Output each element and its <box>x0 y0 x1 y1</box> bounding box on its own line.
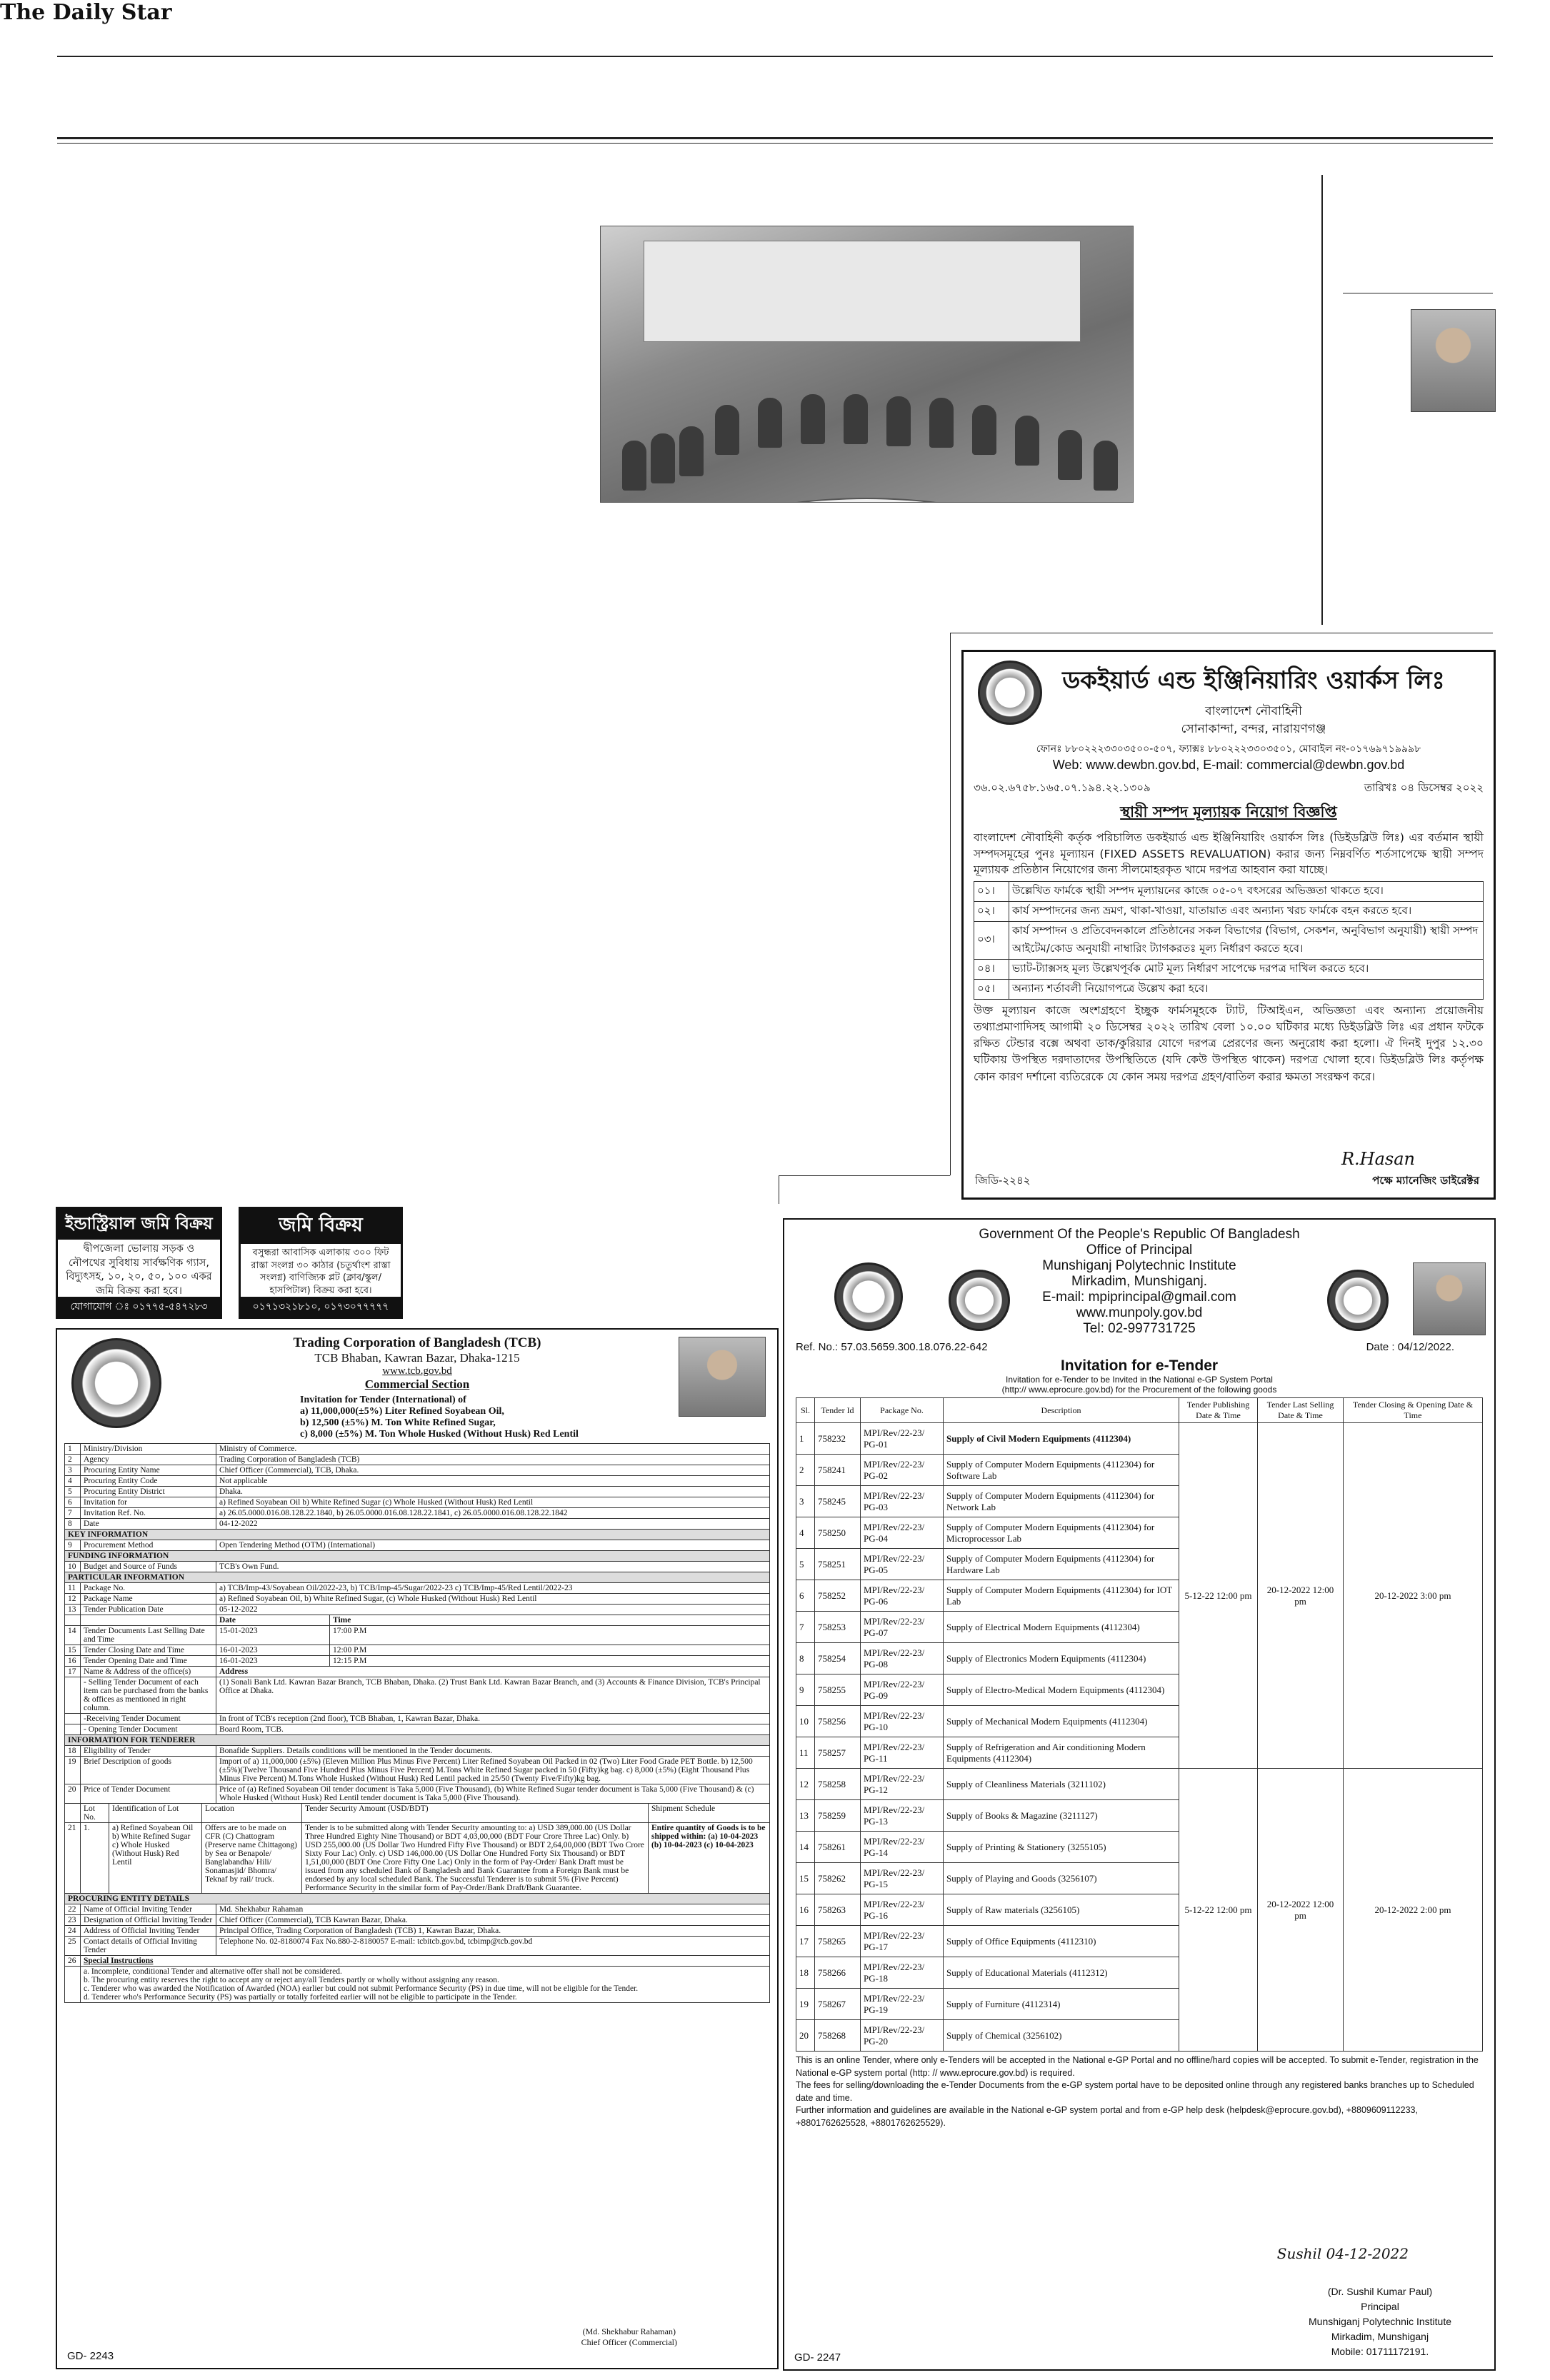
table-row: 3 758245 MPI/Rev/22-23/ PG-03 Supply of Computer Modern Equipments (4112304) for Network Lab <box>796 1486 1483 1517</box>
table-row: 11 758257 MPI/Rev/22-23/ PG-11 Supply of Refrigeration and Air conditioning Modern Equipments (4112304) <box>796 1737 1483 1769</box>
dewbn-heading: স্থায়ী সম্পদ মূল্যায়ক নিয়োগ বিজ্ঞপ্তি <box>1120 803 1337 821</box>
table-row: 10 758256 MPI/Rev/22-23/ PG-10 Supply of Mechanical Modern Equipments (4112304) <box>796 1706 1483 1737</box>
table-row: 2 758241 MPI/Rev/22-23/ PG-02 Supply of Computer Modern Equipments (4112304) for Software Lab <box>796 1455 1483 1486</box>
table-row: 1 Ministry/Division Ministry of Commerce. <box>65 1444 770 1455</box>
signer-inst: Munshiganj Polytechnic Institute <box>1309 2316 1451 2327</box>
mpi-inst: Munshiganj Polytechnic Institute <box>1042 1258 1236 1273</box>
condition-no: ০৩। <box>974 921 1009 959</box>
condition-no: ০২। <box>974 901 1009 921</box>
table-row: 21 1. a) Refined Soyabean Oil b) White Refined Sugar c) Whole Husked (Without Husk) Red Lentil Offers are to be made on CFR (C) Chattogram (Preserve name Chittagong) by Sea or Benapole/ Banglabandha/ Hili/ Sonamasjid/ Bhomra/ Teknaf by rail/ truck. Tender is to be submitted along with Tender Security amounting to: a) USD 389,000.00 (US Dollar Three Hundred Eighty Nine Thousand) or BDT 4,03,00,000 (BDT Four Crore Three Lac) Only. b) USD 255,000.00 (US Dollar Two Hundred Fifty Five Thousand) or BDT 2,64,00,000 (BDT Two Crore Sixty Four Lac) Only. c) USD 146,000.00 (US Dollar One Hundred Forty Six Thousand) or BDT 1,51,00,000 (BDT One Crore Fifty One Lac) Only in the form of Pay-Order/ Bank Draft must be issued from any scheduled Bank of Bangladesh and Bank Guarantee from a Foreign Bank must be endorsed by any local scheduled Bank. The Successful Tenderer is to submit 5% (Five Percent) Performance Security in the similar form of Pay-Order/Bank Draft/Bank Guarantee. Entire quantity of Goods is to be shipped within: (a) 10-04-2023 (b) 10-04-2023 (c) 10-04-2023 <box>65 1823 770 1894</box>
portrait-photo <box>1411 309 1496 412</box>
table-row: - Selling Tender Document of each item can be purchased from the banks & offices as mentioned in right column. (1) Sonali Bank Ltd. Kawran Bazar Branch, TCB Bhaban, Dhaka. (2) Trust Bank Ltd. Kawran Bazar Branch, and (3) Accounts & Finance Division, TCB's Principal Office at Dhaka. <box>65 1677 770 1714</box>
table-row: 14 Tender Documents Last Selling Date and Time 15-01-2023 17:00 P.M <box>65 1626 770 1645</box>
table-row: 16 758263 MPI/Rev/22-23/ PG-16 Supply of Raw materials (3256105) <box>796 1894 1483 1926</box>
table-row: 6 Invitation for a) Refined Soyabean Oil b) White Refined Sugar (c) Whole Husked (Without Husk) Red Lentil <box>65 1497 770 1508</box>
mpi-tender-table <box>796 1397 1483 2052</box>
table-row: 6 758252 MPI/Rev/22-23/ PG-06 Supply of Computer Modern Equipments (4112304) for IOT Lab <box>796 1580 1483 1612</box>
table-row: 13 758259 MPI/Rev/22-23/ PG-13 Supply of Books & Magazine (3211127) <box>796 1800 1483 1832</box>
tcb-line: b) 12,500 (±5%) M. Ton White Refined Sugar, <box>300 1417 496 1428</box>
tcb-entity-table <box>64 1893 770 2003</box>
table-row: 20 Price of Tender Document Price of (a) Refined Soyabean Oil tender document is Taka 5,000 (Five Thousand), (b) White Refined Sugar tender document is Taka 5,000 (Five Thousand) & (c) Whole Husked (Without Husk) Red Lentil tender document is Taka 5,000 (Five Thousand). <box>65 1784 770 1804</box>
mpi-web[interactable]: www.munpoly.gov.bd <box>1076 1305 1203 1320</box>
section-header: PARTICULAR INFORMATION <box>65 1572 770 1583</box>
table-row: 11 Package No. a) TCB/Imp-43/Soyabean Oil/2022-23, b) TCB/Imp-45/Sugar/2022-23 c) TCB/Imp-45/Red Lentil/2022-23 <box>65 1583 770 1594</box>
table-row: 12 Package Name a) Refined Soyabean Oil, b) White Refined Sugar, (c) Whole Husked (Without Husk) Red Lentil <box>65 1594 770 1605</box>
classified-contact: ০১৭১৩২১৮১০, ০১৭৩০৭৭৭৭৭ <box>241 1297 401 1317</box>
signer-title: Chief Officer (Commercial) <box>581 2337 677 2347</box>
dewbn-sub2: সোনাকান্দা, বন্দর, নারায়ণগঞ্জ <box>1181 721 1326 736</box>
divider-line <box>779 1175 950 1176</box>
dewbn-phone: ফোনঃ ৮৮০২২২৩৩০৩৫০০-৫০৭, ফ্যাক্সঃ ৮৮০২২২৩৩০৩৫০১, মোবাইল নং-০১৭৬৯৭১৯৯৯৮ <box>1036 743 1421 755</box>
table-row: 19 Brief Description of goods Import of a) 11,000,000 (±5%) (Eleven Million Plus Minus Five Percent) Liter Refined Soyabean Oil Packed in 02 (Two) Liter Food Grade PET Bottle. b) 12,500 (±5%)(Twelve Thousand Five Hundred Plus Minus Five Percent) M.Tons White Refined Sugar packed in 50 (Fifty)kg bag. c) 8,000 (±5%) (Eight Thousand Plus Minus Five Percent) M.Tons Whole Husked (Without Husk) Red Lentil packed in 25/50 (Twenty Five/Fifty)kg bag. <box>65 1757 770 1784</box>
mpi-addr: Mirkadim, Munshiganj. <box>1071 1274 1208 1289</box>
instruction: d. Tenderer who's Performance Security (PS) was partially or totally forfeited earlier will not be eligible to participate in the Tender. <box>84 1993 517 2002</box>
tcb-invite: Invitation for Tender (International) of <box>300 1395 466 1405</box>
condition-text: কার্য সম্পাদন ও প্রতিবেদনকালে প্রতিষ্ঠানের সকল বিভাগের (বিভাগ, সেকশন, অনুবিভাগ অনুযায়ী) স্থায়ী সম্পদ আইটেম/কোড অনুযায়ী নাম্বারিং ট্যাগকরতঃ মূল্য নির্ধারণ করতে হবে। <box>1009 921 1484 959</box>
condition-no: ০৫। <box>974 979 1009 999</box>
mpi-signature: Sushil 04-12-2022 <box>1276 2245 1409 2262</box>
condition-text: অন্যান্য শর্তাবলী নিয়োগপত্রে উল্লেখ করা হবে। <box>1009 979 1484 999</box>
table-header: Lot No. Identification of Lot Location Tender Security Amount (USD/BDT) Shipment Schedule <box>65 1804 770 1823</box>
table-row: 3 Procuring Entity Name Chief Officer (Commercial), TCB, Dhaka. <box>65 1465 770 1476</box>
table-row: 9 758255 MPI/Rev/22-23/ PG-09 Supply of Electro-Medical Modern Equipments (4112304) <box>796 1674 1483 1706</box>
table-row: 19 758267 MPI/Rev/22-23/ PG-19 Supply of Furniture (4112314) <box>796 1989 1483 2020</box>
instruction: b. The procuring entity reserves the right to accept any or reject any/all Tenders partly or wholly without assigning any reason. <box>84 1976 499 1984</box>
table-row: 14 758261 MPI/Rev/22-23/ PG-14 Supply of Printing & Stationery (3255105) <box>796 1832 1483 1863</box>
mpi-govt: Government Of the People's Republic Of Bangladesh <box>979 1227 1300 1242</box>
tcb-web[interactable]: www.tcb.gov.bd <box>382 1365 452 1377</box>
table-row: 24 Address of Official Inviting Tender Principal Office, Trading Corporation of Bangladesh (TCB) 1, Kawran Bazar, Dhaka. <box>65 1926 770 1937</box>
mpi-date: Date : 04/12/2022. <box>1366 1341 1454 1353</box>
dewbn-closing: উক্ত মূল্যায়ন কাজে অংশগ্রহণে ইচ্ছুক ফার্মসমূহকে ট্যাট, টিআইএন, অভিজ্ঞতা এবং অন্যান্য প্রয়োজনীয় তথ্যাপ্রমাণাদিসহ আগামী ২০ ডিসেম্বর ২০২২ তারিখ বেলা ১০.০০ ঘটিকার মধ্যে ডিইডব্লিউ লিঃ এর প্রধান ফটকে রক্ষিত টেন্ডার বক্সে অথবা ডাক/কুরিয়ার যোগে দরপত্র প্রেরণের জন্য অনুরোধ করা হলো। ঐ দিনই দুপুর ১২.৩০ ঘটিকায় উপস্থিত দরদাতাদের উপস্থিতিতে (যদি কেউ উপস্থিত থাকেন) দরপত্র খোলা হবে। ডিইডব্লিউ লিঃ কর্তৃপক্ষ কোন কারণ দর্শানো ব্যতিরেকে যে কোন সময় দরপত্র গ্রহণ/বাতিল করার ক্ষমতা সংরক্ষণ করে। <box>974 1003 1484 1083</box>
govt-seal-logo <box>949 1270 1010 1331</box>
table-row: 7 Invitation Ref. No. a) 26.05.0000.016.08.128.22.1840, b) 26.05.0000.016.08.128.22.1841, c) 26.05.0000.016.08.128.22.1842 <box>65 1508 770 1519</box>
dewbn-gd: জিডি-২২৪২ <box>975 1174 1031 1187</box>
bangladesh-50-logo <box>834 1262 903 1331</box>
tcb-address: TCB Bhaban, Kawran Bazar, Dhaka-1215 <box>314 1351 520 1365</box>
table-row: 18 Eligibility of Tender Bonafide Suppliers. Details conditions will be mentioned in the Tender documents. <box>65 1746 770 1757</box>
classified-industrial-land <box>56 1207 222 1319</box>
dewbn-conditions <box>974 881 1484 1000</box>
dewbn-web[interactable]: Web: www.dewbn.gov.bd, E-mail: commercial@dewbn.gov.bd <box>1052 758 1405 773</box>
tcb-logo <box>71 1338 161 1428</box>
classified-body: দ্বীপজেলা ভোলায় সড়ক ও নৌপথের সুবিধায় সার্বক্ষণিক গ্যাস, বিদ্যুৎসহ, ১০, ২০, ৫০, ১০০ একর জমি বিক্রয় করা হবে। <box>66 1243 212 1297</box>
tcb-gd: GD- 2243 <box>67 2350 114 2362</box>
table-row: 7 758253 MPI/Rev/22-23/ PG-07 Supply of Electrical Modern Equipments (4112304) <box>796 1612 1483 1643</box>
dewbn-sub1: বাংলাদেশ নৌবাহিনী <box>1205 704 1302 718</box>
table-header: Sl. Tender Id Package No. Description Tender Publishing Date & Time Tender Last Selling Date & Time Tender Closing & Opening Date & Time <box>796 1398 1483 1423</box>
tcb-tender-ad <box>56 1328 779 2369</box>
table-row: 23 Designation of Official Inviting Tender Chief Officer (Commercial), TCB Kawran Bazar, Dhaka. <box>65 1915 770 1926</box>
table-row: Date Time <box>65 1615 770 1626</box>
mpi-title: Invitation for e-Tender <box>1060 1357 1219 1374</box>
mpi-subtitle2: (http:// www.eprocure.gov.bd) for the Procurement of the following goods <box>1001 1385 1277 1395</box>
table-row: 22 Name of Official Inviting Tender Md. Shekhabur Rahaman <box>65 1904 770 1915</box>
table-row: -Receiving Tender Document In front of TCB's reception (2nd floor), TCB Bhaban, 1, Kawran Bazar, Dhaka. <box>65 1714 770 1724</box>
mpi-tel: Tel: 02-997731725 <box>1083 1321 1196 1336</box>
mpi-etender-ad <box>783 1218 1496 2371</box>
signer-mobile: Mobile: 01711172191. <box>1331 2346 1429 2357</box>
condition-text: ভ্যাট-ট্যাক্সসহ মূল্য উল্লেখপূর্বক মোট মূল্য নির্ধারণ সাপেক্ষে দরপত্র দাখিল করতে হবে। <box>1009 959 1484 979</box>
mpi-note: Further information and guidelines are available in the National e-GP system portal and from e-GP help desk (helpdesk@eprocure.gov.bd), +8809609112233, +8801762625528, +8801762625529). <box>796 2105 1418 2128</box>
tcb-lot-table <box>64 1803 770 1894</box>
header-rule-thin <box>57 143 1493 144</box>
dewbn-signoff: পক্ষে ম্যানেজিং ডাইরেক্টর <box>1372 1174 1479 1187</box>
tcb-portrait <box>679 1337 766 1417</box>
dewbn-logo <box>978 661 1042 725</box>
table-row: 26 Special Instructions <box>65 1956 770 1967</box>
table-row: 15 758262 MPI/Rev/22-23/ PG-15 Supply of Playing and Goods (3256107) <box>796 1863 1483 1894</box>
condition-text: কার্য সম্পাদনের জন্য ভ্রমণ, থাকা-খাওয়া, যাতায়াত এবং অন্যান্য খরচ ফার্মকে বহন করতে হবে। <box>1009 901 1484 921</box>
mpi-office: Office of Principal <box>1086 1242 1193 1257</box>
section-header: FUNDING INFORMATION <box>65 1551 770 1562</box>
table-row: 5 Procuring Entity District Dhaka. <box>65 1487 770 1497</box>
dewbn-intro: বাংলাদেশ নৌবাহিনী কর্তৃক পরিচালিত ডকইয়ার্ড এন্ড ইঞ্জিনিয়ারিং ওয়ার্কস লিঃ (ডিইডব্লিউ লিঃ) এর বর্তমান স্থায়ী সম্পদসমূহের পুনঃ মূল্যায়ন (FIXED ASSETS REVALUATION) করার জন্য নিম্নবর্ণিত শর্তসাপেক্ষে স্থায়ী সম্পদ মূল্যায়ক প্রতিষ্ঠান নিয়োগের জন্য সীলমোহরকৃত খামে দরপত্র আহবান করা যাচ্ছে। <box>974 831 1484 877</box>
table-row: 13 Tender Publication Date 05-12-2022 <box>65 1605 770 1615</box>
instruction: a. Incomplete, conditional Tender and alternative offer shall not be considered. <box>84 1967 342 1976</box>
table-row: 18 758266 MPI/Rev/22-23/ PG-18 Supply of Educational Materials (4112312) <box>796 1957 1483 1989</box>
tcb-section: Commercial Section <box>364 1377 470 1391</box>
table-row: 1 758232 MPI/Rev/22-23/ PG-01 Supply of Civil Modern Equipments (4112304) 5-12-22 12:00 pm 20-12-2022 12:00 pm 20-12-2022 3:00 pm <box>796 1423 1483 1455</box>
mpi-gd: GD- 2247 <box>794 2351 841 2364</box>
instruction: c. Tenderer who was awarded the Notification of Awarded (NOA) earlier but could not submit Performance Security (PS) in due time, will not be eligible for the Tender. <box>84 1984 639 1993</box>
classified-body: বসুন্ধরা আবাসিক এলাকায় ৩০০ ফিট রাস্তা সংলগ্ন ৩০ কাঠার (চতুর্থাংশ রাস্তা সংলগ্ন) বাণিজ্যিক প্লট (ক্লাব/স্কুল/হাসপিটাল) বিক্রয় করা হবে। <box>251 1247 391 1296</box>
masthead-logo: The Daily Star <box>0 0 172 25</box>
table-row: 8 758254 MPI/Rev/22-23/ PG-08 Supply of Electronics Modern Equipments (4112304) <box>796 1643 1483 1674</box>
tcb-signer <box>581 2326 677 2348</box>
mpi-ref: Ref. No.: 57.03.5659.300.18.076.22-642 <box>796 1341 988 1353</box>
signer-title: Principal <box>1361 2301 1399 2312</box>
tcb-org: Trading Corporation of Bangladesh (TCB) <box>293 1335 541 1350</box>
dewbn-signature: R.Hasan <box>1341 1149 1415 1169</box>
dewbn-ref: ৩৬.০২.৬৭৫৮.১৬৫.০৭.১৯৪.২২.১৩০৯ <box>974 781 1151 795</box>
table-row: 9 Procurement Method Open Tendering Method (OTM) (International) <box>65 1540 770 1551</box>
table-row: 17 758265 MPI/Rev/22-23/ PG-17 Supply of Office Equipments (4112310) <box>796 1926 1483 1957</box>
signer-name: (Dr. Sushil Kumar Paul) <box>1327 2286 1433 2297</box>
table-row: 12 758258 MPI/Rev/22-23/ PG-12 Supply of Cleanliness Materials (3211102) 5-12-22 12:00 pm 20-12-2022 12:00 pm 20-12-2022 2:00 pm <box>796 1769 1483 1800</box>
mpi-note: The fees for selling/downloading the e-Tender Documents from the e-GP system portal have to be deposited online through any registered banks branches up to Scheduled date and time. <box>796 2080 1474 2103</box>
tcb-line: a) 11,000,000(±5%) Liter Refined Soyabean Oil, <box>300 1406 504 1417</box>
mpi-signer <box>1309 2284 1451 2359</box>
dewbn-date: তারিখঃ ০৪ ডিসেম্বর ২০২২ <box>1364 781 1484 795</box>
condition-no: ০১। <box>974 881 1009 901</box>
table-row: 10 Budget and Source of Funds TCB's Own Fund. <box>65 1562 770 1572</box>
column-divider <box>1321 175 1323 625</box>
top-rule <box>57 56 1493 57</box>
section-header: INFORMATION FOR TENDERER <box>65 1735 770 1746</box>
table-row: 17 Name & Address of the office(s) Address <box>65 1667 770 1677</box>
section-header: PROCURING ENTITY DETAILS <box>65 1894 770 1904</box>
classified-title: ইন্ডাস্ট্রিয়াল জমি বিক্রয় <box>58 1209 220 1240</box>
table-row: 25 Contact details of Official Inviting Tender Telephone No. 02-8180074 Fax No.880-2-8180057 E-mail: tcbitcb.gov.bd, tcbimp@tcb.gov.bd <box>65 1937 770 1956</box>
table-row: - Opening Tender Document Board Room, TCB. <box>65 1724 770 1735</box>
table-row: 16 Tender Opening Date and Time 16-01-2023 12:15 P.M <box>65 1656 770 1667</box>
condition-no: ০৪। <box>974 959 1009 979</box>
mpi-email[interactable]: E-mail: mpiprincipal@gmail.com <box>1042 1290 1236 1305</box>
header-rule <box>57 137 1493 139</box>
tcb-line: c) 8,000 (±5%) M. Ton Whole Husked (Without Husk) Red Lentil <box>300 1429 579 1440</box>
classified-land-sale <box>239 1207 403 1319</box>
table-row: 8 Date 04-12-2022 <box>65 1519 770 1530</box>
table-row: 20 758268 MPI/Rev/22-23/ PG-20 Supply of Chemical (3256102) <box>796 2020 1483 2052</box>
table-row: 4 758250 MPI/Rev/22-23/ PG-04 Supply of Computer Modern Equipments (4112304) for Microprocessor Lab <box>796 1517 1483 1549</box>
classified-title: জমি বিক্রয় <box>241 1209 401 1244</box>
mpi-note: This is an online Tender, where only e-Tenders will be accepted in the National e-GP Portal and no offline/hard copies will be accepted. To submit e-Tender, registration in the National e-GP system portal (http: // www.eprocure.gov.bd) is required. <box>796 2055 1479 2078</box>
dewbn-title: ডকইয়ার্ড এন্ড ইঞ্জিনিয়ারিং ওয়ার্কস লিঃ <box>1062 666 1445 695</box>
dewbn-ad <box>961 650 1496 1200</box>
divider-line <box>950 633 951 1175</box>
condition-text: উল্লেখিত ফার্মকে স্থায়ী সম্পদ মূল্যায়নের কাজে ০৫-০৭ বৎসরের অভিজ্ঞতা থাকতে হবে। <box>1009 881 1484 901</box>
table-row <box>65 1967 770 2003</box>
table-row: 5 758251 MPI/Rev/22-23/ PG-05 Supply of Computer Modern Equipments (4112304) for Hardware Lab <box>796 1549 1483 1580</box>
signer-name: (Md. Shekhabur Rahaman) <box>582 2326 676 2336</box>
table-row: 2 Agency Trading Corporation of Bangladesh (TCB) <box>65 1455 770 1465</box>
mpi-subtitle: Invitation for e-Tender to be Invited in the National e-GP System Portal <box>1006 1375 1273 1385</box>
section-header: KEY INFORMATION <box>65 1530 770 1540</box>
mpi-logo <box>1327 1270 1389 1331</box>
table-row: 4 Procuring Entity Code Not applicable <box>65 1476 770 1487</box>
tcb-table <box>64 1443 770 1804</box>
meeting-photo <box>600 226 1134 503</box>
classified-contact: যোগাযোগ ঃ ০১৭৭৫-৫৪৭২৮৩ <box>58 1297 220 1317</box>
table-row: 15 Tender Closing Date and Time 16-01-2023 12:00 P.M <box>65 1645 770 1656</box>
mujib-portrait <box>1413 1262 1486 1335</box>
signer-addr: Mirkadim, Munshiganj <box>1331 2331 1429 2342</box>
